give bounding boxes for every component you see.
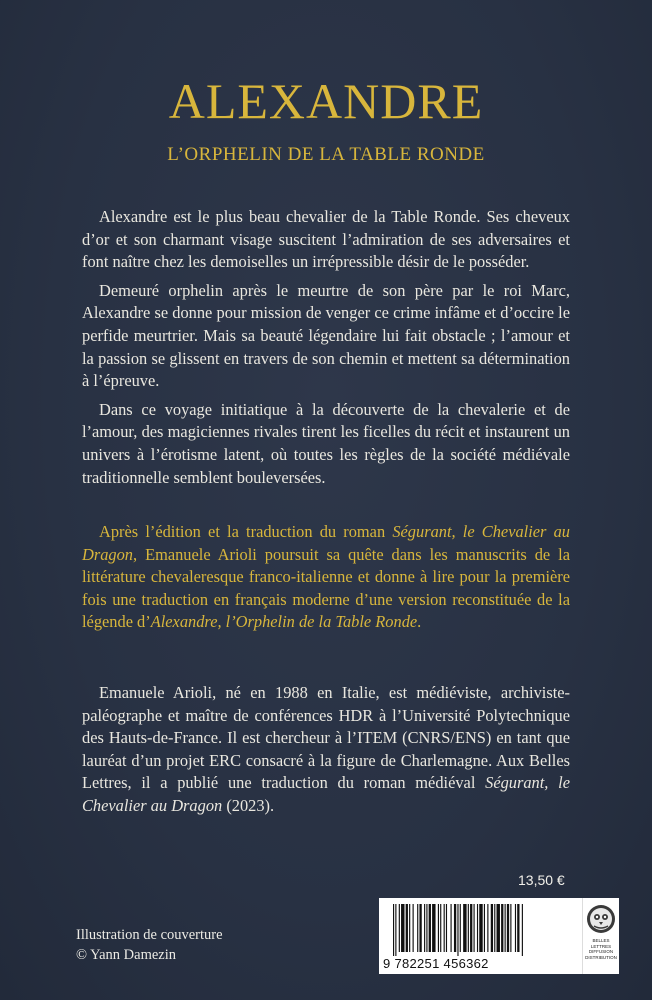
- barcode-bar: [417, 904, 418, 952]
- synopsis-paragraph-3: Dans ce voyage initiatique à la découverte de la chevalerie et de l’amour, des magiciennes rivales tirent les ficelles du récit et instaurent un univers à l’érotisme latent, où toutes les règles de la société médiévale traditionnelle semblent bouleversées.: [82, 399, 570, 487]
- barcode-bar: [429, 904, 431, 952]
- author-note-title-1: Ségurant, le Chevalier au Dragon: [82, 522, 571, 564]
- owl-emblem-icon: [586, 904, 616, 934]
- credit-line-1: Illustration de couverture: [76, 927, 223, 943]
- barcode-bar: [438, 904, 439, 952]
- author-note-text-1: Après l’édition et la traduction du roman: [99, 522, 393, 541]
- bio-book-title: Ségurant, le Chevalier au Dragon: [82, 773, 570, 815]
- barcode-bar: [440, 904, 441, 952]
- barcode-bars: [385, 904, 579, 956]
- barcode-bar: [463, 904, 466, 952]
- barcode-bar: [487, 904, 488, 952]
- barcode-bar: [460, 904, 461, 952]
- barcode-bar: [424, 904, 425, 952]
- barcode-bar: [395, 904, 396, 956]
- barcode-bar: [457, 904, 458, 956]
- barcode-bar: [515, 904, 516, 952]
- cover-credit: [76, 925, 223, 965]
- synopsis-paragraph-1: Alexandre est le plus beau chevalier de la Table Ronde. Ses cheveux d’or et son charmant visage suscitent l’admiration de ses adversaires et font naître chez les demoiselles un irrépressible désir de le posséder.: [82, 207, 570, 272]
- barcode-bar: [491, 904, 493, 952]
- barcode-bar: [507, 904, 509, 952]
- price-label: 13,50 €: [518, 872, 565, 888]
- barcode-bar: [401, 904, 404, 952]
- barcode-bar: [497, 904, 500, 952]
- barcode-bar: [474, 904, 475, 952]
- barcode-bar: [432, 904, 435, 952]
- isbn-number: 9 782251 456362: [383, 956, 489, 971]
- author-note-title-2: Alexandre, l’Orphelin de la Table Ronde: [150, 612, 418, 632]
- barcode-bar: [510, 904, 511, 952]
- barcode-bar: [484, 904, 485, 952]
- bio-text-2: (2023).: [222, 795, 275, 815]
- barcode-bar: [451, 904, 452, 952]
- barcode-bar: [470, 904, 472, 952]
- synopsis: [82, 206, 570, 495]
- bio-text-1: Emanuele Arioli, né en 1988 en Italie, est médiéviste, archiviste-paléographe et maître de conférences HDR à l’Université Polytechnique des Hauts-de-France. Il est chercheur à l’ITEM (CNRS/ENS) en tant que lauréat d’un projet ERC consacré à la figure de Charlemagne. Aux Belles Lettres, il a publié une traduction du roman médiéval: [82, 683, 570, 793]
- barcode-bar: [419, 904, 421, 952]
- barcode-bar: [454, 904, 456, 952]
- barcode-bar: [501, 904, 503, 952]
- barcode-bar: [505, 904, 506, 952]
- barcode-bar: [413, 904, 414, 952]
- credit-line-2: © Yann Damezin: [76, 947, 177, 963]
- barcode-bar: [517, 904, 519, 952]
- barcode-bar: [393, 904, 394, 956]
- barcode-bar: [444, 904, 445, 952]
- synopsis-paragraph-2: Demeuré orphelin après le meurtre de son père par le roi Marc, Alexandre se donne pour mission de venger ce crime infâme et d’occire le perfide meurtrier. Mais sa beauté légendaire lui fait obstacle ; l’amour et la passion se glissent en travers de son chemin et mettent sa détermination à l’épreuve.: [82, 280, 570, 391]
- barcode-bar: [409, 904, 410, 952]
- publisher-logo: [582, 898, 619, 974]
- author-note-text-3: .: [417, 612, 422, 632]
- barcode-bar: [494, 904, 495, 952]
- barcode: [379, 898, 585, 974]
- logo-text-line-1: BELLES LETTRES: [590, 938, 612, 949]
- book-title: ALEXANDRE: [168, 73, 484, 129]
- barcode-bar: [446, 904, 447, 952]
- author-bio-paragraph: [82, 682, 570, 818]
- barcode-bar: [522, 904, 523, 956]
- barcode-bar: [477, 904, 478, 952]
- barcode-bar: [479, 904, 482, 952]
- author-note-paragraph: [82, 521, 570, 634]
- author-note-text-2: , Emanuele Arioli poursuit sa quête dans les manuscrits de la littérature chevaleresque franco-italienne et donne à lire pour la première fois une traduction en français moderne d’une version reconstituée de la légende d’: [82, 544, 570, 632]
- barcode-bar: [426, 904, 427, 952]
- barcode-bar: [406, 904, 408, 952]
- barcode-bar: [468, 904, 469, 952]
- logo-text-line-3: DISTRIBUTION: [585, 954, 617, 960]
- author-bio: [82, 682, 570, 818]
- author-note: [82, 521, 570, 634]
- logo-text-line-2: DIFFUSION: [588, 949, 614, 954]
- barcode-bar: [399, 904, 400, 952]
- book-subtitle: L’ORPHELIN DE LA TABLE RONDE: [167, 144, 485, 165]
